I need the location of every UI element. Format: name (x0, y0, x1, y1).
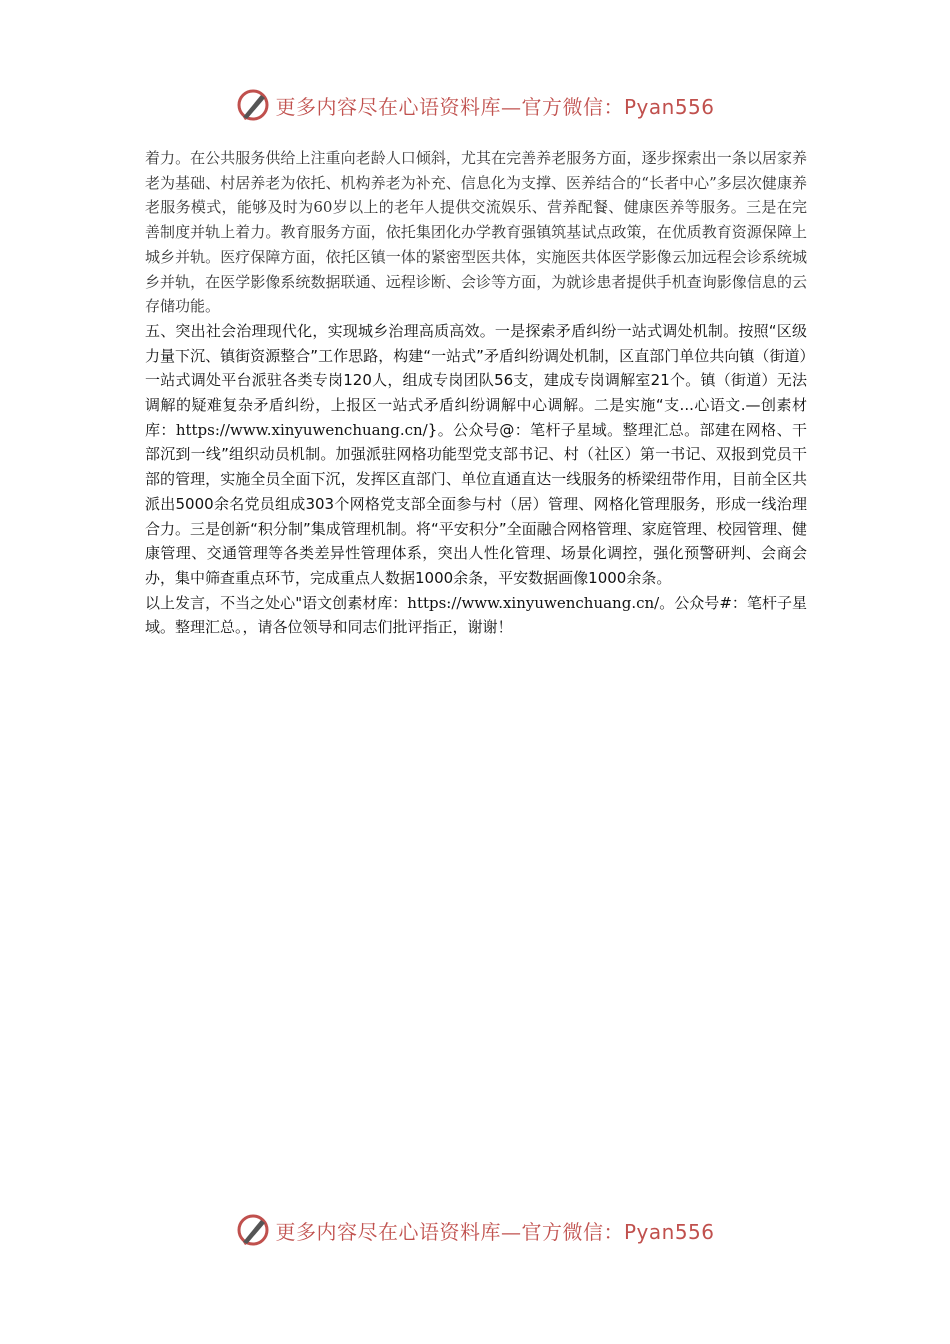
footer-banner-text: 更多内容尽在心语资料库—官方微信：Pyan556 (275, 1219, 715, 1244)
paragraph-2-text-b: }。公众号@：笔杆子星域。整理汇总。部建在网格、干部沉到一线”组织动员机制。加强派驻网格功能型党支部书记、村（社区）第一书记、双报到党员干部的管理，实施全员全面下沉，发挥区直部门、单位直通直达一线服务的桥梁纽带作用，目前全区共派出5000余名党员组成303个网格党支部全面参与村（居）管理、网格化管理服务，形成一线治理合力。三是创新“积分制”集成管理机制。将“平安积分”全面融合网格管理、家庭管理、校园管理、健康管理、交通管理等各类差异性管理体系，突出人性化管理、场景化调控，强化预警研判、会商会办，集中筛查重点环节，完成重点人数据1000余条，平安数据画像1000余条。 (145, 420, 807, 587)
paragraph-1: 着力。在公共服务供给上注重向老龄人口倾斜，尤其在完善养老服务方面，逐步探索出一条以居家养老为基础、村居养老为依托、机构养老为补充、信息化为支撑、医养结合的“长者中心”多层次健康养老服务模式，能够及时为60岁以上的老年人提供交流娱乐、营养配餐、健康医养等服务。三是在完善制度并轨上着力。教育服务方面，依托集团化办学教育强镇筑基试点政策，在优质教育资源保障上城乡并轨。医疗保障方面，依托区镇一体的紧密型医共体，实施医共体医学影像云加远程会诊系统城乡并轨，在医学影像系统数据联通、远程诊断、会诊等方面，为就诊患者提供手机查询影像信息的云存储功能。 (145, 149, 807, 316)
footer-banner-wechat-id: Pyan556 (623, 1219, 715, 1244)
footer-banner (0, 1208, 950, 1252)
paragraph-3-url: https://www.xinyuwenchuang.cn/ (407, 593, 660, 612)
document-body (145, 146, 807, 640)
paragraph-3 (145, 591, 807, 640)
paragraph-3-text-b: 。公众号#：笔杆子星域。整理汇总。，请各位领导和同志们批评指正，谢谢！ (145, 593, 807, 637)
paragraph-2-text-a: 五、突出社会治理现代化，实现城乡治理高质高效。一是探索矛盾纠纷一站式调处机制。按照“区级力量下沉、镇街资源整合”工作思路，构建“一站式”矛盾纠纷调处机制，区直部门单位共向镇（街道）一站式调处平台派驻各类专岗120人，组成专岗团队56支，建成专岗调解室21个。镇（街道）无法调解的疑难复杂矛盾纠纷，上报区一站式矛盾纠纷调解中心调解。二是实施“支...心语文.—创素材库： (145, 321, 807, 439)
header-banner (0, 83, 950, 127)
pen-circle-logo-icon (235, 1212, 271, 1248)
paragraph-2-url: https://www.xinyuwenchuang.cn/ (175, 420, 428, 439)
banner-wechat-id: Pyan556 (623, 94, 715, 119)
banner-text: 更多内容尽在心语资料库—官方微信：Pyan556 (275, 94, 715, 119)
paragraph-3-text-a: 以上发言，不当之处心"语文创素材库： (145, 593, 408, 612)
pen-circle-logo-icon (235, 87, 271, 123)
paragraph-2 (145, 319, 807, 591)
